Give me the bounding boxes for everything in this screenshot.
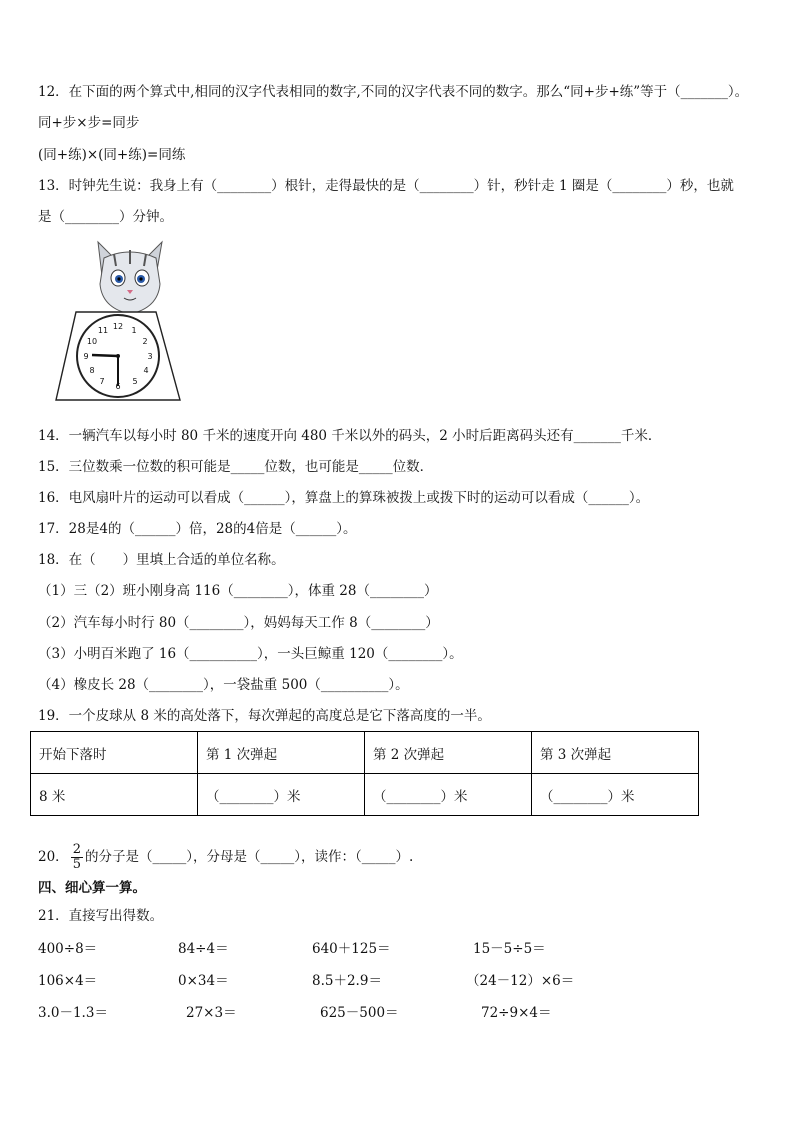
svg-text:9: 9 xyxy=(83,352,89,361)
svg-text:12: 12 xyxy=(112,322,124,331)
q18-item-2: （2）汽车每小时行 80（________），妈妈每天工作 8（________） xyxy=(38,615,439,631)
calc-item: 106×4＝ xyxy=(38,973,98,989)
svg-text:5: 5 xyxy=(132,377,138,386)
q18-item-4: （4）橡皮长 28（________），一袋盐重 500（__________）。 xyxy=(38,677,409,693)
cat-clock-figure xyxy=(52,236,184,406)
calc-item: （24－12）×6＝ xyxy=(466,973,575,989)
svg-text:6: 6 xyxy=(115,382,121,391)
q12-line3: (同+练)×(同+练)=同练 xyxy=(38,147,186,163)
table-header: 开始下落时 xyxy=(31,732,198,774)
table-header-row xyxy=(31,732,699,774)
svg-text:3: 3 xyxy=(147,352,153,361)
table-header: 第 2 次弹起 xyxy=(365,732,532,774)
fraction-denominator: 5 xyxy=(72,857,81,872)
q21-title: 21．直接写出得数。 xyxy=(38,908,164,924)
q13-line2: 是（________）分钟。 xyxy=(38,209,173,225)
q12-line2: 同+步×步=同步 xyxy=(38,115,140,131)
fraction-numerator: 2 xyxy=(72,842,81,857)
table-cell: 8 米 xyxy=(31,774,198,816)
calc-item: 72÷9×4＝ xyxy=(481,1005,552,1021)
q13-line1: 13．时钟先生说：我身上有（________）根针，走得最快的是（________）针，秒针走 1 圈是（________）秒，也就 xyxy=(38,178,734,194)
calc-item: 15－5÷5＝ xyxy=(473,941,546,957)
q15: 15．三位数乘一位数的积可能是_____位数，也可能是_____位数． xyxy=(38,459,434,475)
calc-item: 640＋125＝ xyxy=(312,941,391,957)
q19-title: 19．一个皮球从 8 米的高处落下，每次弹起的高度总是它下落高度的一半。 xyxy=(38,708,491,724)
svg-text:4: 4 xyxy=(143,366,149,375)
cat-icon xyxy=(98,242,162,322)
calc-item: 0×34＝ xyxy=(178,973,229,989)
svg-text:7: 7 xyxy=(99,377,105,386)
calc-item: 400÷8＝ xyxy=(38,941,98,957)
svg-text:2: 2 xyxy=(142,337,148,346)
svg-text:10: 10 xyxy=(86,337,98,346)
q18-item-3: （3）小明百米跑了 16（__________），一头巨鲸重 120（________）。 xyxy=(38,646,463,662)
calc-item: 3.0－1.3＝ xyxy=(38,1005,108,1021)
calc-item: 84÷4＝ xyxy=(178,941,229,957)
q12-line1: 12．在下面的两个算式中,相同的汉字代表相同的数字,不同的汉字代表不同的数字。那么“同+步+练”等于（_______）。 xyxy=(38,84,749,100)
table-header: 第 3 次弹起 xyxy=(532,732,699,774)
table-cell: （________）米 xyxy=(532,774,699,816)
q16: 16．电风扇叶片的运动可以看成（______），算盘上的算珠被拨上或拨下时的运动可以看成（______）。 xyxy=(38,490,650,506)
svg-text:11: 11 xyxy=(97,326,109,335)
table-row xyxy=(31,774,699,816)
q18-item-1: （1）三（2）班小刚身高 116（________），体重 28（________） xyxy=(38,583,438,599)
q20 xyxy=(38,840,413,874)
table-cell: （________）米 xyxy=(198,774,365,816)
q20-suffix: 的分子是（_____），分母是（_____），读作：（_____）. xyxy=(84,849,414,865)
q18-title: 18．在（ ）里填上合适的单位名称。 xyxy=(38,552,285,568)
q20-prefix: 20． xyxy=(38,849,69,865)
calc-item: 27×3＝ xyxy=(186,1005,237,1021)
q14: 14．一辆汽车以每小时 80 千米的速度开向 480 千米以外的码头，2 小时后距离码头还有_______千米． xyxy=(38,428,662,444)
svg-text:1: 1 xyxy=(131,326,137,335)
q17: 17．28是4的（______）倍，28的4倍是（______）。 xyxy=(38,521,357,537)
table-cell: （________）米 xyxy=(365,774,532,816)
calc-item: 8.5＋2.9＝ xyxy=(312,973,382,989)
bounce-table xyxy=(30,731,699,816)
section-heading: 四、细心算一算。 xyxy=(38,880,146,896)
svg-text:8: 8 xyxy=(89,366,95,375)
table-header: 第 1 次弹起 xyxy=(198,732,365,774)
calc-item: 625－500＝ xyxy=(320,1005,399,1021)
fraction xyxy=(71,843,83,872)
